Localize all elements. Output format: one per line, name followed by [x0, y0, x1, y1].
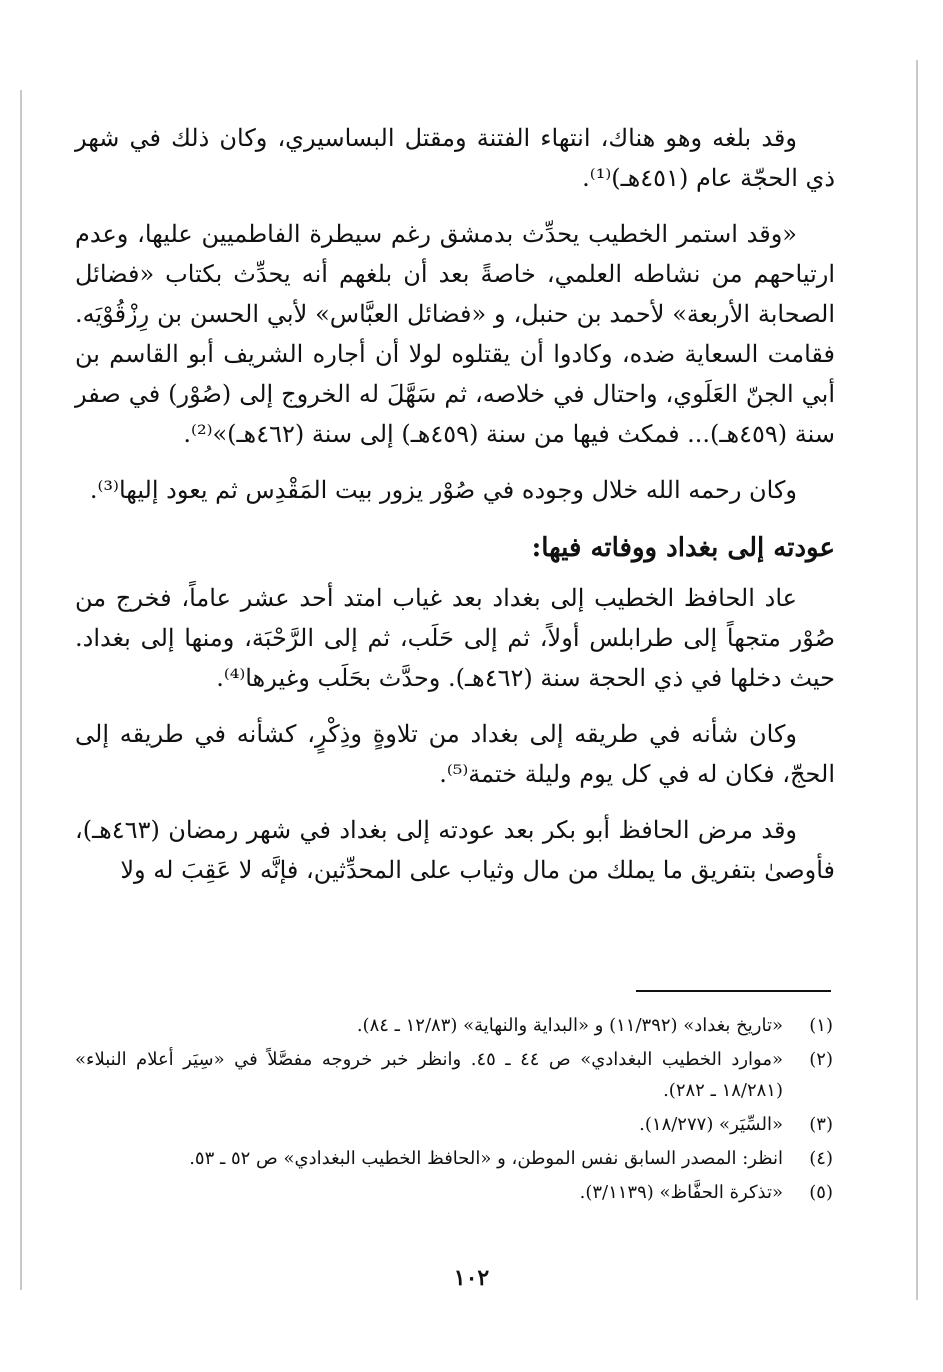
footnote-number: (٥) [809, 1182, 833, 1203]
footnote-number: (٣) [809, 1114, 833, 1135]
paragraph-5: وكان شأنه في طريقه إلى بغداد من تلاوةٍ وذِكْرٍ، كشأنه في طريقه إلى الحجّ، فكان له في كل يوم وليلة ختمة⁽⁵⁾. [75, 720, 835, 788]
footnote [75, 1109, 833, 1140]
footnote-number: (٤) [809, 1148, 833, 1169]
footnote-text: «موارد الخطيب البغدادي» ص ٤٤ ـ ٤٥. وانظر خبر خروجه مفصَّلاً في «سِيَر أعلام النبلاء» (١٨/٢٨١ ـ ٢٨٢). [75, 1049, 783, 1101]
footnote [75, 1044, 833, 1106]
main-text [75, 118, 835, 890]
footnote-divider [636, 990, 831, 992]
footnote-text: «السِّيَر» (١٨/٢٧٧). [639, 1114, 783, 1135]
paragraph-4: عاد الحافظ الخطيب إلى بغداد بعد غياب امتد أحد عشر عاماً، فخرج من صُوْر متجهاً إلى طرابلس أولاً، ثم إلى حَلَب، ثم إلى الرَّحْبَة، ومنها إلى بغداد. حيث دخلها في ذي الحجة سنة (٤٦٢هـ). وحدَّث بحَلَب وغيرها⁽⁴⁾. [75, 584, 835, 692]
scan-edge-left [20, 90, 22, 1290]
scan-edge-right [916, 60, 918, 1300]
footnote [75, 1010, 833, 1041]
page-number: ١٠٢ [453, 1265, 490, 1291]
footnote [75, 1143, 833, 1174]
paragraph-6: وقد مرض الحافظ أبو بكر بعد عودته إلى بغداد في شهر رمضان (٤٦٣هـ)، فأوصىٰ بتفريق ما يملك من مال وثياب على المحدِّثين، فإنَّه لا عَقِبَ له ولا [75, 816, 835, 884]
paragraph-3: وكان رحمه الله خلال وجوده في صُوْر يزور بيت المَقْدِس ثم يعود إليها⁽³⁾. [89, 476, 797, 504]
footnote-number: (١) [809, 1015, 833, 1036]
footnote [75, 1177, 833, 1208]
footnote-text: انظر: المصدر السابق نفس الموطن، و «الحافظ الخطيب البغدادي» ص ٥٢ ـ ٥٣. [189, 1148, 783, 1169]
footnote-text: «تاريخ بغداد» (١١/٣٩٢) و «البداية والنهاية» (١٢/٨٣ ـ ٨٤). [356, 1015, 783, 1036]
footnote-number: (٢) [809, 1049, 833, 1070]
section-heading: عودته إلى بغداد ووفاته فيها: [531, 533, 835, 563]
paragraph-1: وقد بلغه وهو هناك، انتهاء الفتنة ومقتل البساسيري، وكان ذلك في شهر ذي الحجّة عام (٤٥١هـ)⁽¹⁾. [75, 124, 835, 192]
footnotes [75, 1010, 833, 1211]
footnote-text: «تذكرة الحفَّاظ» (٣/١١٣٩). [579, 1182, 783, 1203]
paragraph-2: «وقد استمر الخطيب يحدِّث بدمشق رغم سيطرة الفاطميين عليها، وعدم ارتياحهم من نشاطه العلمي، خاصةً بعد أن بلغهم أنه يحدِّث بكتاب «فضائل الصحابة الأربعة» لأحمد بن حنبل، و «فضائل العبَّاس» لأبي الحسن بن رِزْقُوْيَه. فقامت السعاية ضده، وكادوا أن يقتلوه لولا أن أجاره الشريف أبو القاسم بن أبي الجنّ العَلَوي، واحتال في خلاصه، ثم سَهَّلَ له الخروج إلى (صُوْر) في صفر سنة (٤٥٩هـ)... فمكث فيها من سنة (٤٥٩هـ) إلى سنة (٤٦٢هـ)»⁽²⁾. [75, 220, 836, 448]
